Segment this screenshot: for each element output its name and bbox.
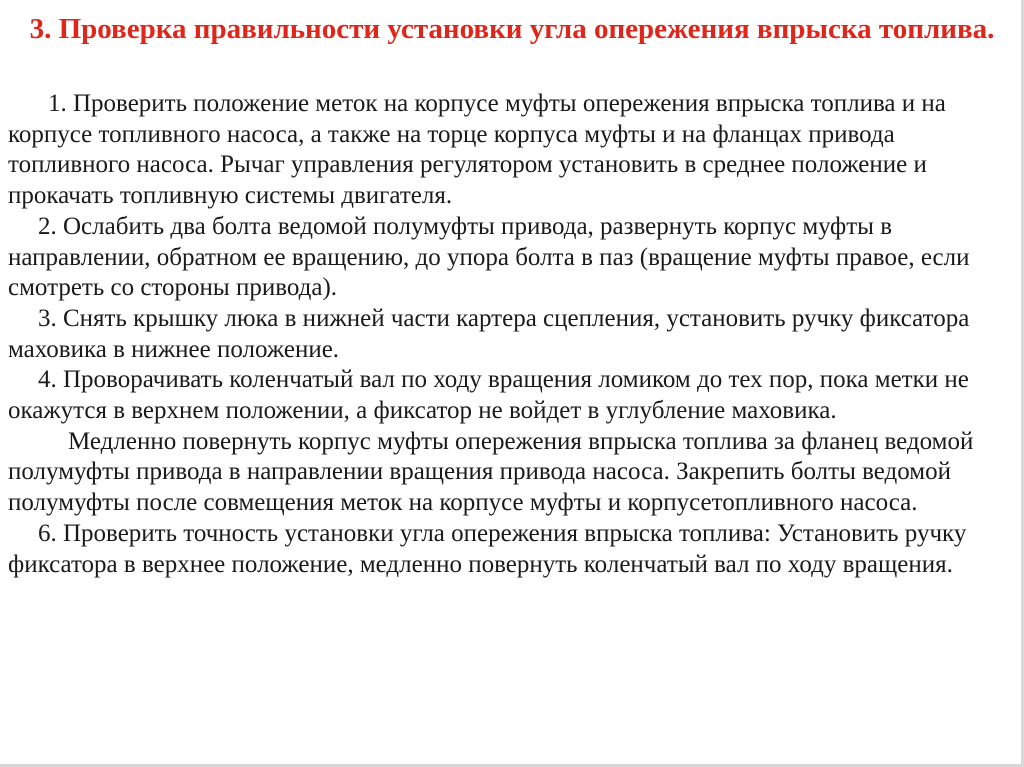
step-3-paragraph: 3. Снять крышку люка в нижней части картера сцепления, установить ручку фиксатора маховика в нижнее положение. — [8, 304, 970, 363]
step-4-paragraph: 4. Проворачивать коленчатый вал по ходу вращения ломиком до тех пор, пока метки не окажутся в верхнем положении, а фиксатор не войдет в углубление маховика. — [8, 366, 969, 425]
step-1-paragraph: 1. Проверить положение меток на корпусе муфты опережения впрыска топлива и на корпусе топливного насоса, а также на торце корпуса муфты и на фланцах привода топливного насоса. Рычаг управления регулятором установить в среднее положение и прокачать топливную системы двигателя. — [8, 90, 946, 210]
step-6-paragraph: 6. Проверить точность установки угла опережения впрыска топлива: Установить ручку фиксатора в верхнее положение, медленно повернуть коленчатый вал по ходу вращения. — [8, 519, 967, 578]
slide-title: 3. Проверка правильности установки угла опережения впрыска топлива. — [29, 13, 995, 45]
step-5-paragraph: Медленно повернуть корпус муфты опережения впрыска топлива за фланец ведомой полумуфты привода в направлении вращения привода насоса. Закрепить болты ведомой полумуфты после совмещения меток на корпусе муфты и корпусетопливного насоса. — [8, 427, 974, 517]
slide-body — [8, 89, 1018, 580]
step-2-paragraph: 2. Ослабить два болта ведомой полумуфты привода, развернуть корпус муфты в направлении, обратном ее вращению, до упора болта в паз (вращение муфты правое, если смотреть со стороны привода). — [8, 212, 970, 302]
